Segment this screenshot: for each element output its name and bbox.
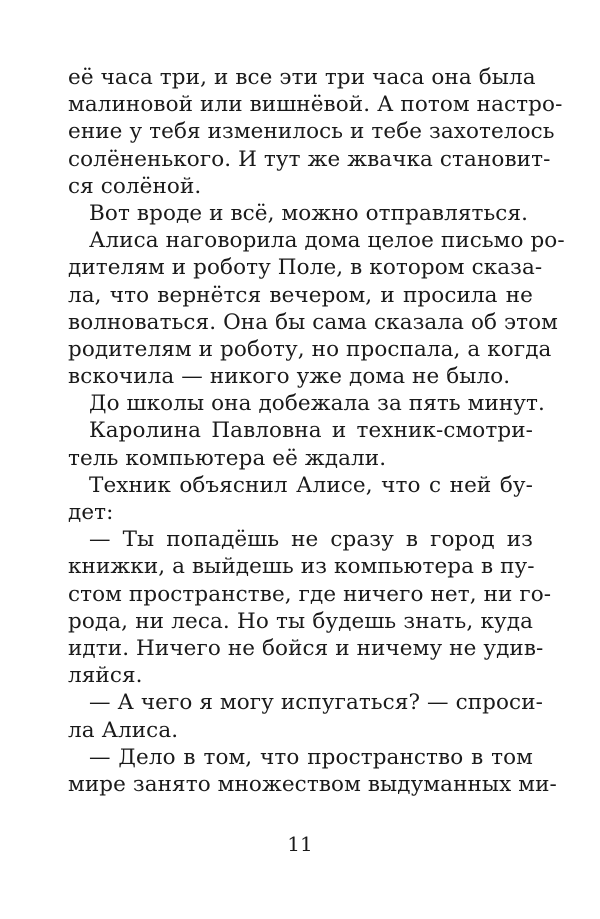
paragraph xyxy=(68,526,552,689)
text-line: Техник объяснил Алисе, что с ней бу- xyxy=(89,472,533,498)
text-line: Каролина Павловна и техник-смотри- xyxy=(89,418,533,444)
text-line: идти. Ничего не бойся и ничему не удив- xyxy=(68,635,544,661)
paragraph xyxy=(68,64,563,200)
body-text xyxy=(68,64,565,798)
text-line: вскочила — никого уже дома не было. xyxy=(68,364,511,390)
text-line: ение у тебя изменилось и тебе захотелось xyxy=(68,119,555,145)
text-line: тель компьютера её ждали. xyxy=(68,445,387,471)
paragraph xyxy=(68,390,545,417)
text-line: родителям и роботу, но проспала, а когда xyxy=(68,336,552,362)
paragraph xyxy=(68,472,533,526)
paragraph xyxy=(68,417,533,471)
text-line: солёненького. И тут же жвачка становит- xyxy=(68,146,551,172)
page-number: 11 xyxy=(287,832,313,856)
text-line: — Ты попадёшь не сразу в город из xyxy=(89,527,533,553)
text-line: малиновой или вишнёвой. А потом настро- xyxy=(68,92,563,118)
text-line: рода, ни леса. Но ты будешь знать, куда xyxy=(68,608,533,634)
text-line: Алиса наговорила дома целое письмо ро- xyxy=(89,228,565,254)
paragraph xyxy=(68,744,557,798)
text-line: ляйся. xyxy=(68,663,143,689)
text-line: дителям и роботу Поле, в котором сказа- xyxy=(68,255,543,281)
paragraph xyxy=(68,200,533,227)
text-line: дет: xyxy=(68,500,114,525)
text-line: До школы она добежала за пять минут. xyxy=(89,391,545,417)
paragraph xyxy=(68,689,543,743)
text-line: её часа три, и все эти три часа она была xyxy=(68,65,536,90)
text-line: стом пространстве, где ничего нет, ни го- xyxy=(68,581,552,607)
text-line: волноваться. Она бы сама сказала об этом xyxy=(68,309,558,335)
text-line: Вот вроде и всё, можно отправляться. xyxy=(89,200,529,226)
text-line: — А чего я могу испугаться? — спроси- xyxy=(89,690,543,716)
text-line: ся солёной. xyxy=(68,173,202,199)
text-line: мире занято множеством выдуманных ми- xyxy=(68,771,557,797)
text-line: ла Алиса. xyxy=(68,717,179,743)
text-line: книжки, а выйдешь из компьютера в пу- xyxy=(68,554,535,580)
paragraph xyxy=(68,227,565,390)
text-line: — Дело в том, что пространство в том xyxy=(89,744,533,770)
text-line: ла, что вернётся вечером, и просила не xyxy=(68,282,533,308)
